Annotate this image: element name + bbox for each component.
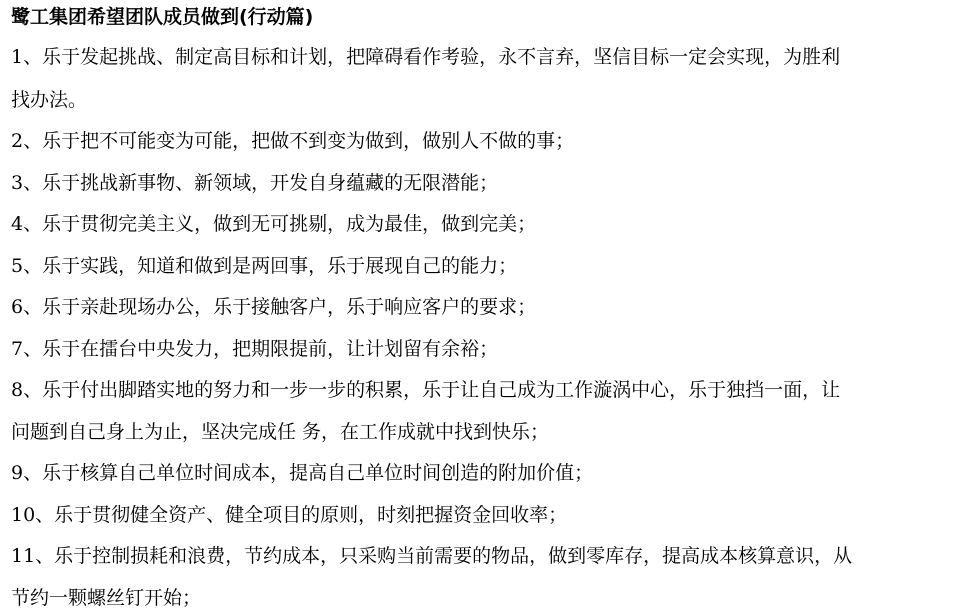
text-line: 8、乐于付出脚踏实地的努力和一步一步的积累，乐于让自己成为工作漩涡中心，乐于独挡一面，让 bbox=[11, 379, 841, 401]
document-title: 鹭工集团希望团队成员做到(行动篇) bbox=[11, 6, 314, 28]
text-line: 9、乐于核算自己单位时间成本，提高自己单位时间创造的附加价值； bbox=[11, 462, 594, 484]
text-line: 1、乐于发起挑战、制定高目标和计划，把障碍看作考验，永不言弃，坚信目标一定会实现，为胜利 bbox=[11, 46, 841, 68]
text-line: 4、乐于贯彻完美主义，做到无可挑剔，成为最佳，做到完美； bbox=[11, 213, 537, 235]
text-line: 5、乐于实践，知道和做到是两回事，乐于展现自己的能力； bbox=[11, 255, 518, 277]
text-line: 7、乐于在擂台中央发力，把期限提前，让计划留有余裕； bbox=[11, 338, 499, 360]
text-line: 6、乐于亲赴现场办公，乐于接触客户，乐于响应客户的要求； bbox=[11, 296, 537, 318]
text-line: 3、乐于挑战新事物、新领域，开发自身蕴藏的无限潜能； bbox=[11, 172, 499, 194]
text-line: 2、乐于把不可能变为可能，把做不到变为做到，做别人不做的事； bbox=[11, 130, 575, 152]
text-line: 节约一颗螺丝钉开始； bbox=[11, 587, 202, 609]
text-line: 问题到自己身上为止，坚决完成任 务，在工作成就中找到快乐； bbox=[11, 421, 550, 443]
text-line: 10、乐于贯彻健全资产、健全项目的原则，时刻把握资金回收率； bbox=[11, 504, 568, 526]
text-line: 11、乐于控制损耗和浪费，节约成本，只采购当前需要的物品，做到零库存，提高成本核算意识，从 bbox=[11, 545, 853, 567]
text-line: 找办法。 bbox=[11, 89, 88, 111]
